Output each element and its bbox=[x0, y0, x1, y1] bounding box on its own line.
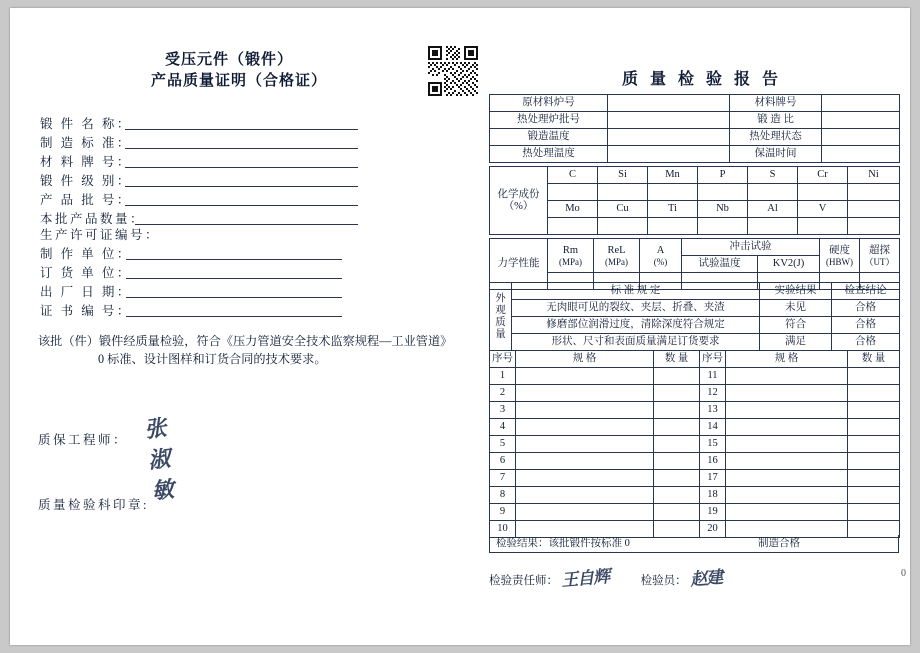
appearance-spec-1: 无肉眼可见的裂纹、夹层、折叠、夹渣 bbox=[512, 300, 760, 317]
inspector-signature: 赵建 bbox=[688, 567, 723, 591]
chem-value-ni[interactable] bbox=[848, 184, 900, 201]
spec-row-spec-7[interactable] bbox=[516, 470, 654, 487]
field-line-material-grade[interactable] bbox=[125, 167, 358, 168]
chem-value-p[interactable] bbox=[698, 184, 748, 201]
mech-header-rel-sub: (MPa) bbox=[605, 256, 628, 267]
table-row bbox=[490, 201, 900, 218]
spec-row-spec-5[interactable] bbox=[516, 436, 654, 453]
spec-row-no-20: 20 bbox=[700, 521, 726, 538]
table-row bbox=[490, 300, 900, 317]
chem-header-blank bbox=[848, 201, 900, 218]
spec-header-no-1: 序号 bbox=[490, 351, 516, 368]
inspector-signature-row bbox=[489, 564, 723, 592]
table-row bbox=[490, 487, 900, 504]
spec-row-no-7: 7 bbox=[490, 470, 516, 487]
chem-header-al: Al bbox=[748, 201, 798, 218]
spec-row-qty-7[interactable] bbox=[654, 470, 700, 487]
field-label-batch-qty: 本批产品数量： bbox=[40, 212, 146, 226]
inspection-result-row bbox=[489, 535, 899, 553]
spec-row-qty-14[interactable] bbox=[848, 419, 900, 436]
spec-row-spec-15[interactable] bbox=[726, 436, 848, 453]
field-row-delivery-date bbox=[40, 281, 340, 300]
chem-value-mo[interactable] bbox=[548, 218, 598, 235]
mech-header-rm bbox=[548, 239, 594, 273]
field-line-certificate-no[interactable] bbox=[126, 316, 342, 317]
table-row bbox=[490, 402, 900, 419]
spec-row-spec-16[interactable] bbox=[726, 453, 848, 470]
appearance-quality-table bbox=[489, 282, 900, 351]
cell-hold-time-label: 保温时间 bbox=[730, 146, 822, 163]
chem-header-cr: Cr bbox=[798, 167, 848, 184]
mech-header-impact: 冲击试验 bbox=[682, 239, 820, 256]
table-row bbox=[490, 112, 900, 129]
mech-header-rm-sub: (MPa) bbox=[559, 256, 582, 267]
chem-header-p: P bbox=[698, 167, 748, 184]
field-label-forging-class: 锻 件 级 别： bbox=[40, 174, 132, 188]
chem-value-v[interactable] bbox=[798, 218, 848, 235]
spec-row-qty-18[interactable] bbox=[848, 487, 900, 504]
field-row-manufacturer bbox=[40, 243, 340, 262]
left-panel bbox=[10, 8, 480, 645]
spec-row-spec-17[interactable] bbox=[726, 470, 848, 487]
chem-header-mo: Mo bbox=[548, 201, 598, 218]
spec-row-spec-12[interactable] bbox=[726, 385, 848, 402]
appearance-result-1: 未见 bbox=[760, 300, 832, 317]
field-label-material-grade: 材 料 牌 号： bbox=[40, 155, 132, 169]
spec-row-qty-11[interactable] bbox=[848, 368, 900, 385]
spec-row-no-13: 13 bbox=[700, 402, 726, 419]
cell-ht-batch-label: 热处理炉批号 bbox=[490, 112, 608, 129]
spec-row-no-8: 8 bbox=[490, 487, 516, 504]
cell-forging-temp-value[interactable] bbox=[608, 129, 730, 146]
chemical-composition-table bbox=[489, 166, 900, 235]
cell-ht-state-label: 热处理状态 bbox=[730, 129, 822, 146]
spec-row-spec-13[interactable] bbox=[726, 402, 848, 419]
appearance-conclusion-3: 合格 bbox=[832, 334, 900, 351]
appearance-conclusion-1: 合格 bbox=[832, 300, 900, 317]
spec-row-no-14: 14 bbox=[700, 419, 726, 436]
spec-row-no-15: 15 bbox=[700, 436, 726, 453]
chem-value-blank[interactable] bbox=[848, 218, 900, 235]
spec-row-no-5: 5 bbox=[490, 436, 516, 453]
spec-header-spec-2: 规 格 bbox=[726, 351, 848, 368]
mech-header-hardness-sub: (HBW) bbox=[826, 256, 853, 267]
chem-label-cell bbox=[490, 167, 548, 235]
spec-header-spec-1: 规 格 bbox=[516, 351, 654, 368]
spec-row-qty-2[interactable] bbox=[654, 385, 700, 402]
mech-header-hardness bbox=[820, 239, 860, 273]
table-row bbox=[490, 385, 900, 402]
table-row bbox=[490, 317, 900, 334]
responsible-inspector-label: 检验责任师： bbox=[489, 575, 558, 587]
certificate-page bbox=[10, 8, 910, 645]
corner-mark: 0 bbox=[901, 568, 906, 579]
spec-row-qty-5[interactable] bbox=[654, 436, 700, 453]
table-row bbox=[490, 453, 900, 470]
field-label-license-no: 生产许可证编号： bbox=[40, 228, 161, 242]
mech-header-rm-main: Rm bbox=[562, 244, 579, 256]
field-line-delivery-date[interactable] bbox=[126, 297, 342, 298]
field-label-batch-no: 产 品 批 号： bbox=[40, 193, 132, 207]
spec-row-no-19: 19 bbox=[700, 504, 726, 521]
chem-header-c: C bbox=[548, 167, 598, 184]
spec-row-no-12: 12 bbox=[700, 385, 726, 402]
chem-value-si[interactable] bbox=[598, 184, 648, 201]
cell-raw-heat-no-label: 原材料炉号 bbox=[490, 95, 608, 112]
spec-row-spec-3[interactable] bbox=[516, 402, 654, 419]
chem-header-ni: Ni bbox=[848, 167, 900, 184]
inspection-result-right: 制造合格 bbox=[758, 538, 800, 549]
chem-value-al[interactable] bbox=[748, 218, 798, 235]
table-row bbox=[490, 504, 900, 521]
cell-raw-heat-no-value[interactable] bbox=[608, 95, 730, 112]
chem-header-mn: Mn bbox=[648, 167, 698, 184]
table-row bbox=[490, 129, 900, 146]
spec-row-qty-12[interactable] bbox=[848, 385, 900, 402]
appearance-spec-2: 修磨部位润滑过度，清除深度符合规定 bbox=[512, 317, 760, 334]
spec-row-qty-16[interactable] bbox=[848, 453, 900, 470]
field-line-batch-no[interactable] bbox=[125, 205, 358, 206]
spec-row-no-1: 1 bbox=[490, 368, 516, 385]
spec-row-spec-9[interactable] bbox=[516, 504, 654, 521]
inspector-label: 检验员： bbox=[640, 575, 687, 587]
field-label-manufacturing-standard: 制 造 标 准： bbox=[40, 136, 132, 150]
spec-row-no-18: 18 bbox=[700, 487, 726, 504]
spec-row-qty-8[interactable] bbox=[654, 487, 700, 504]
responsible-inspector-signature: 王自辉 bbox=[560, 566, 610, 592]
appearance-spec-3: 形状、尺寸和表面质量满足订货要求 bbox=[512, 334, 760, 351]
mech-header-a-main: A bbox=[656, 244, 665, 256]
spec-row-qty-13[interactable] bbox=[848, 402, 900, 419]
spec-header-no-2: 序号 bbox=[700, 351, 726, 368]
cell-ht-state-value[interactable] bbox=[822, 129, 900, 146]
field-label-manufacturer: 制 作 单 位： bbox=[40, 247, 132, 261]
conformity-paragraph-line-2: 0 标准、设计图样和订货合同的技术要求。 bbox=[98, 352, 327, 366]
right-panel bbox=[482, 8, 910, 645]
company-field-list bbox=[40, 224, 340, 319]
spec-row-qty-3[interactable] bbox=[654, 402, 700, 419]
chem-header-v: V bbox=[798, 201, 848, 218]
cell-forging-ratio-label: 锻 造 比 bbox=[730, 112, 822, 129]
field-row-forging-class bbox=[40, 170, 340, 189]
field-row-material-grade bbox=[40, 151, 340, 170]
field-row-certificate-no bbox=[40, 300, 340, 319]
conformity-paragraph bbox=[38, 332, 468, 368]
field-line-customer[interactable] bbox=[126, 278, 342, 279]
cell-ht-batch-value[interactable] bbox=[608, 112, 730, 129]
spec-row-no-9: 9 bbox=[490, 504, 516, 521]
table-row bbox=[490, 184, 900, 201]
qa-engineer-signature: 张淑敏 bbox=[142, 415, 174, 505]
appearance-header-spec: 标 准 规 定 bbox=[512, 283, 760, 300]
spec-row-spec-2[interactable] bbox=[516, 385, 654, 402]
chem-label-line1: 化学成份 bbox=[497, 188, 540, 200]
table-row bbox=[490, 470, 900, 487]
table-row bbox=[490, 167, 900, 184]
chem-value-nb[interactable] bbox=[698, 218, 748, 235]
qr-code-icon bbox=[428, 46, 478, 96]
spec-row-qty-17[interactable] bbox=[848, 470, 900, 487]
table-row bbox=[490, 283, 900, 300]
appearance-conclusion-2: 合格 bbox=[832, 317, 900, 334]
conformity-paragraph-line-1: 该批（件）锻件经质量检验，符合《压力管道安全技术监察规程—工业管道》 bbox=[38, 334, 453, 348]
mech-header-rel-main: ReL bbox=[607, 244, 626, 256]
cell-material-grade-value[interactable] bbox=[822, 95, 900, 112]
spec-header-qty-2: 数 量 bbox=[848, 351, 900, 368]
mech-header-a-sub: (%) bbox=[653, 256, 668, 267]
chem-value-c[interactable] bbox=[548, 184, 598, 201]
spec-row-no-3: 3 bbox=[490, 402, 516, 419]
cell-material-grade-label: 材料牌号 bbox=[730, 95, 822, 112]
left-title-line-2: 产品质量证明（合格证） bbox=[151, 73, 328, 89]
spec-header-qty-1: 数 量 bbox=[654, 351, 700, 368]
spec-row-qty-15[interactable] bbox=[848, 436, 900, 453]
cell-ht-temp-label: 热处理温度 bbox=[490, 146, 608, 163]
chem-value-cr[interactable] bbox=[798, 184, 848, 201]
report-title: 质 量 检 验 报 告 bbox=[622, 71, 783, 88]
chem-header-si: Si bbox=[598, 167, 648, 184]
qa-engineer-label: 质保工程师： bbox=[38, 433, 129, 447]
spec-row-no-4: 4 bbox=[490, 419, 516, 436]
inspection-result-left: 检验结果：该批锻件按标准 0 bbox=[496, 538, 630, 549]
mech-header-ut bbox=[860, 239, 900, 273]
qr-code-svg bbox=[428, 46, 478, 96]
mech-header-rel bbox=[594, 239, 640, 273]
field-label-certificate-no: 证 书 编 号： bbox=[40, 304, 132, 318]
chem-header-s: S bbox=[748, 167, 798, 184]
inspection-stamp-label: 质量检验科印章: bbox=[38, 498, 149, 512]
left-title-line-1: 受压元件（锻件） bbox=[165, 52, 294, 68]
field-row-license-no bbox=[40, 224, 340, 243]
spec-row-spec-1[interactable] bbox=[516, 368, 654, 385]
material-header-table bbox=[489, 94, 900, 163]
spec-row-spec-11[interactable] bbox=[726, 368, 848, 385]
appearance-label-cell: 外 观 质 量 bbox=[490, 283, 512, 351]
field-label-customer: 订 货 单 位： bbox=[40, 266, 132, 280]
mech-header-impact-temp: 试验温度 bbox=[682, 256, 758, 273]
chem-header-ti: Ti bbox=[648, 201, 698, 218]
chem-value-s[interactable] bbox=[748, 184, 798, 201]
spec-row-qty-6[interactable] bbox=[654, 453, 700, 470]
product-field-list bbox=[40, 113, 340, 227]
appearance-result-3: 满足 bbox=[760, 334, 832, 351]
appearance-header-result: 实验结果 bbox=[760, 283, 832, 300]
table-row bbox=[490, 218, 900, 235]
spec-row-no-6: 6 bbox=[490, 453, 516, 470]
mech-header-ut-sub: （UT） bbox=[864, 256, 895, 267]
mech-label-cell: 力学性能 bbox=[490, 239, 548, 290]
spec-row-spec-14[interactable] bbox=[726, 419, 848, 436]
chem-value-ti[interactable] bbox=[648, 218, 698, 235]
left-title-block bbox=[151, 50, 415, 92]
field-line-forging-name[interactable] bbox=[125, 129, 358, 130]
field-line-forging-class[interactable] bbox=[125, 186, 358, 187]
mech-header-impact-kv2: KV2(J) bbox=[758, 256, 820, 273]
chem-label-line2: （%） bbox=[503, 200, 534, 212]
table-row bbox=[490, 146, 900, 163]
field-row-customer bbox=[40, 262, 340, 281]
table-row bbox=[490, 239, 900, 256]
field-row-batch-no bbox=[40, 189, 340, 208]
spec-row-spec-4[interactable] bbox=[516, 419, 654, 436]
spec-row-no-2: 2 bbox=[490, 385, 516, 402]
table-row bbox=[490, 334, 900, 351]
spec-row-spec-19[interactable] bbox=[726, 504, 848, 521]
cell-hold-time-value[interactable] bbox=[822, 146, 900, 163]
cell-forging-temp-label: 锻造温度 bbox=[490, 129, 608, 146]
appearance-result-2: 符合 bbox=[760, 317, 832, 334]
spec-row-no-10: 10 bbox=[490, 521, 516, 538]
table-row bbox=[490, 351, 900, 368]
specification-quantity-table bbox=[489, 350, 900, 538]
chem-value-cu[interactable] bbox=[598, 218, 648, 235]
spec-row-qty-19[interactable] bbox=[848, 504, 900, 521]
mech-header-ut-main: 超探 bbox=[869, 244, 890, 256]
cell-forging-ratio-value[interactable] bbox=[822, 112, 900, 129]
appearance-header-conclusion: 检查结论 bbox=[832, 283, 900, 300]
spec-row-spec-8[interactable] bbox=[516, 487, 654, 504]
spec-row-no-17: 17 bbox=[700, 470, 726, 487]
field-line-manufacturer[interactable] bbox=[126, 259, 342, 260]
field-line-manufacturing-standard[interactable] bbox=[125, 148, 358, 149]
mech-header-hardness-main: 硬度 bbox=[829, 244, 850, 256]
mech-header-a bbox=[640, 239, 682, 273]
spec-row-qty-9[interactable] bbox=[654, 504, 700, 521]
chem-value-mn[interactable] bbox=[648, 184, 698, 201]
table-row bbox=[490, 368, 900, 385]
cell-ht-temp-value[interactable] bbox=[608, 146, 730, 163]
table-row bbox=[490, 95, 900, 112]
spec-row-no-16: 16 bbox=[700, 453, 726, 470]
chem-header-nb: Nb bbox=[698, 201, 748, 218]
spec-row-spec-18[interactable] bbox=[726, 487, 848, 504]
table-row bbox=[490, 436, 900, 453]
spec-row-qty-4[interactable] bbox=[654, 419, 700, 436]
field-row-manufacturing-standard bbox=[40, 132, 340, 151]
field-label-forging-name: 锻 件 名 称： bbox=[40, 117, 132, 131]
field-label-delivery-date: 出 厂 日 期： bbox=[40, 285, 132, 299]
spec-row-spec-6[interactable] bbox=[516, 453, 654, 470]
chem-header-cu: Cu bbox=[598, 201, 648, 218]
spec-row-no-11: 11 bbox=[700, 368, 726, 385]
spec-row-qty-1[interactable] bbox=[654, 368, 700, 385]
field-row-forging-name bbox=[40, 113, 340, 132]
table-row bbox=[490, 419, 900, 436]
